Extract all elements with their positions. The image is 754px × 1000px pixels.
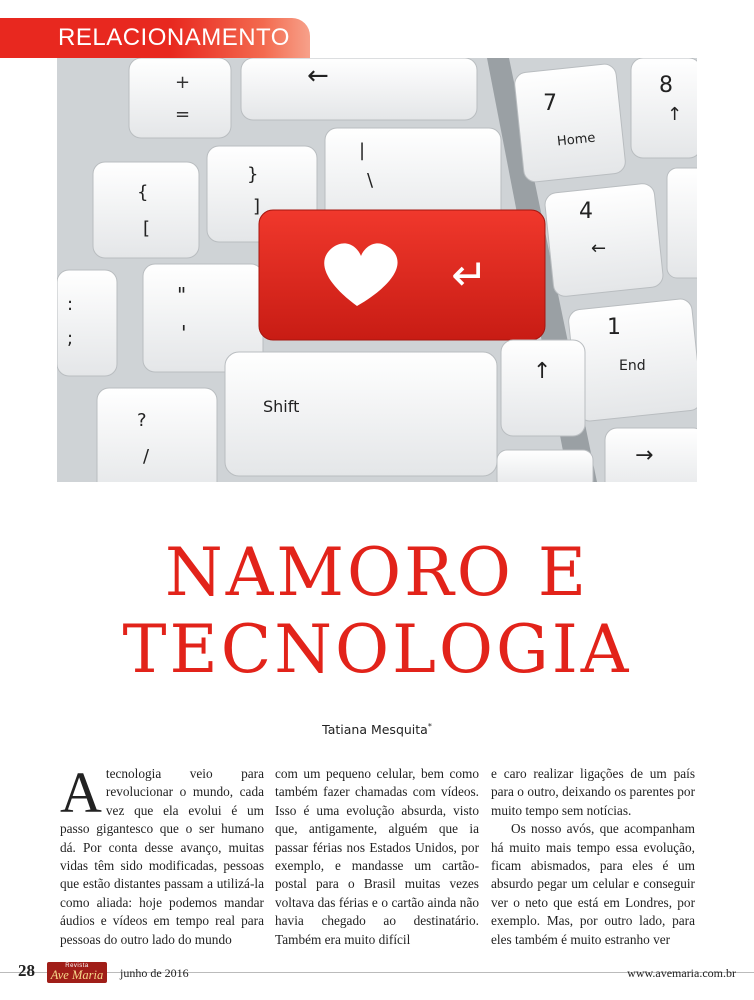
svg-text:+: + (175, 72, 191, 93)
svg-text:1: 1 (607, 315, 621, 340)
section-label: RELACIONAMENTO (58, 24, 290, 51)
key-bracket-open (93, 162, 199, 258)
svg-text:Home: Home (556, 130, 597, 150)
paragraph: Os nosso avós, que acompanham há muito mais tempo essa evolução, ficam abismados, para eles é um absurdo pegar um celular e conseguir ver o neto que está em Londres, por exemplo. Mas, por outro lado, para eles também é muito estranho ver (491, 821, 695, 947)
magazine-logo: Revista Ave Maria (47, 962, 107, 983)
svg-text:8: 8 (659, 73, 673, 98)
key-backspace (241, 58, 477, 120)
key-seven-home (514, 63, 627, 183)
svg-text:': ' (181, 321, 187, 345)
dropcap: A (60, 760, 102, 825)
svg-text:?: ? (137, 410, 147, 431)
svg-text:→: → (635, 443, 654, 468)
site-url: www.avemaria.com.br (627, 966, 736, 980)
svg-text:↑: ↑ (533, 359, 552, 384)
key-plus-equal (129, 58, 231, 138)
keyboard-photo (57, 58, 697, 482)
enter-key-heart (259, 210, 545, 340)
key-right-arrow (605, 428, 697, 482)
paragraph: e caro realizar ligações de um país para o outro, deixando os parentes por muito tempo sem notícias. (491, 766, 695, 818)
headline-line2: TECNOLOGIA (122, 611, 632, 688)
byline (0, 722, 754, 737)
article-column-2 (275, 765, 479, 949)
author-footnote-mark: * (427, 722, 432, 731)
svg-text:↑: ↑ (667, 104, 683, 125)
svg-text:←: ← (307, 61, 329, 91)
author: Tatiana Mesquita (322, 722, 428, 738)
key-colon (57, 270, 117, 376)
svg-text:↵: ↵ (451, 250, 488, 301)
svg-text:\: \ (367, 170, 374, 191)
svg-text:7: 7 (543, 91, 557, 116)
article-column-3 (491, 765, 695, 949)
key-one-end (567, 298, 697, 422)
key-eight (631, 58, 697, 158)
article-column-1 (60, 760, 264, 949)
issue-date: junho de 2016 (120, 966, 189, 980)
svg-text:": " (177, 283, 187, 307)
svg-text:=: = (175, 104, 191, 125)
svg-text:}: } (247, 164, 259, 185)
paragraph: com um pequeno celular, bem como também fazer chamadas com vídeos. Isso é uma evolução absurda, visto que, antigamente, alguém que ia passar férias nos Estados Unidos, por exemplo, e mandasse um cartão-postal para o Brasil muitas vezes voltava das férias e o cartão ainda não havia chegado ao destinatário. Também era muito difícil (275, 766, 479, 947)
svg-text:;: ; (67, 328, 74, 349)
key-question (97, 388, 217, 482)
section-tab (0, 18, 310, 58)
svg-text:|: | (359, 140, 366, 161)
key-four (544, 183, 664, 298)
svg-text:[: [ (143, 218, 151, 239)
svg-text::: : (67, 294, 74, 315)
key-up-arrow (501, 340, 585, 436)
page-number: 28 (18, 961, 35, 980)
svg-text:{: { (137, 182, 149, 203)
key-shift (225, 352, 497, 476)
svg-text:←: ← (591, 238, 607, 259)
svg-text:/: / (143, 446, 150, 467)
svg-text:Shift: Shift (263, 397, 300, 416)
svg-text:4: 4 (579, 199, 593, 224)
paragraph: tecnologia veio para revolucionar o mundo, cada vez que ela evolui é um passo gigantesco que o ser humano dá. Por conta desse avanço, muitas vidas têm sido modificadas, pessoas que estão distantes passam a utilizá-la como aliada: hoje podemos mandar áudios e vídeos em tempo real para pessoas do outro lado do mundo (60, 766, 264, 947)
headline-line1: NAMORO E (164, 534, 590, 611)
svg-text:]: ] (253, 196, 261, 217)
svg-text:End: End (619, 358, 646, 374)
